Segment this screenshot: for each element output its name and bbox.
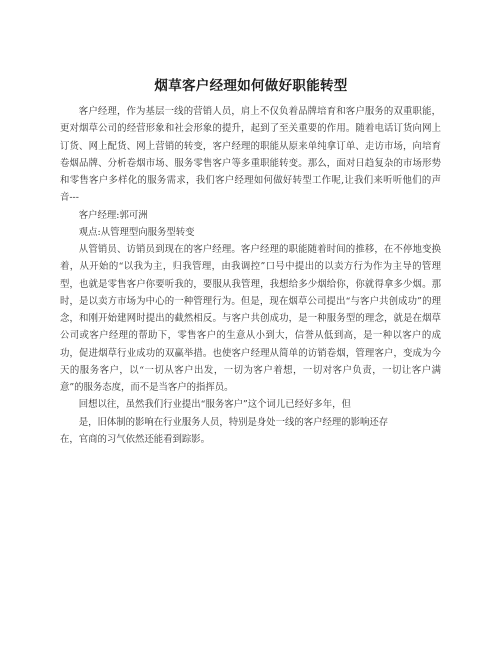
document-title: 烟草客户经理如何做好职能转型 bbox=[154, 78, 348, 94]
closing-paragraph bbox=[60, 396, 441, 448]
closing-line: 在，官商的习气依然还能看到踪影。 bbox=[60, 433, 211, 445]
intro-paragraph: 客户经理，作为基层一线的营销人员，肩上不仅负着品牌培育和客户服务的双重职能，更对烟草公司的经营形象和社会形象的提升，起到了至关重要的作用。随着电话订货向网上订货、网上配货、网上营销的转变，客户经理的职能从原来单纯拿订单、走访市场，向培育卷烟品牌、分析卷烟市场、服务零售客户等多重职能转变。那么，面对日趋复杂的市场形势和零售客户多样化的服务需求，我们客户经理如何做好转型工作呢,让我们来听听他们的声音--- bbox=[60, 106, 441, 204]
closing-line: 回想以往，虽然我们行业提出“服务客户”这个词儿已经好多年，但 bbox=[78, 399, 351, 411]
document-body bbox=[60, 103, 441, 448]
speaker-line: 客户经理:郭可洲 bbox=[78, 209, 148, 221]
body-paragraph: 从管销员、访销员到现在的客户经理。客户经理的职能随着时间的推移，在不停地变换着，从开始的“以我为主，归我管理，由我调控”口号中提出的以卖方行为作为主导的管理型，也就是零售客户你要听我的，要服从我管理，我想给多少烟给你，你就得拿多少烟。那时，是以卖方市场为中心的一种管理行为。但是，现在烟草公司提出“与客户共创成功”的理念，和刚开始建网时提出的截然相反。与客户共创成功，是一种服务型的理念，就是在烟草公司或客户经理的帮助下，零售客户的生意从小到大，信誉从低到高，是一种以客户的成功，促进烟草行业成功的双赢举措。也使客户经理从简单的访销卷烟，管理客户，变成为今天的服务客户，以“一切从客户出发，一切为客户着想，一切对客户负责，一切让客户满意”的服务态度，而不是当客户的指挥员。 bbox=[60, 244, 441, 393]
closing-line: 是，旧体制的影响在行业服务人员，特别是身处一线的客户经理的影响还存 bbox=[78, 416, 389, 428]
viewpoint-line: 观点:从管理型向服务型转变 bbox=[78, 226, 195, 238]
